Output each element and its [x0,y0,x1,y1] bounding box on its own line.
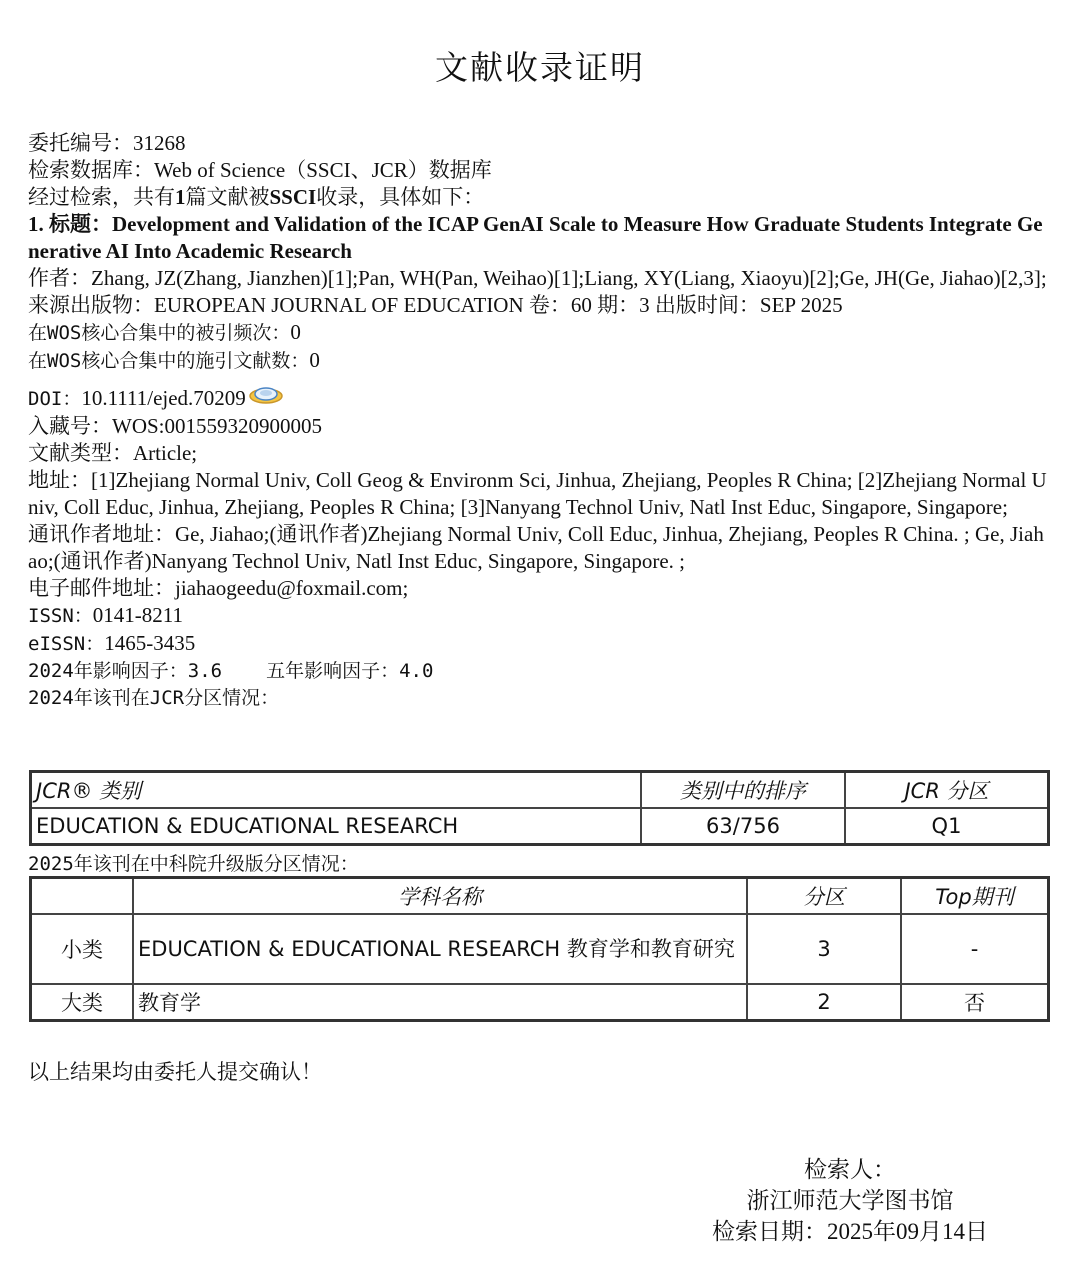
email-value: jiahaogeedu@foxmail.com; [175,576,409,600]
impact-factor-5yr-value: 4.0 [399,660,434,682]
doi-link-icon[interactable] [248,385,284,412]
signature-block [680,1154,1020,1247]
eissn-value: 1465-3435 [104,631,196,655]
accession-line [28,413,1052,440]
cited-refs-label: 在WOS核心合集中的施引文献数： [28,350,310,372]
address-line [28,467,1052,521]
jcr-header-row [31,772,1049,809]
issue-label: 期： [597,293,640,317]
document-title: 文献收录证明 [435,51,645,87]
pubdate-label: 出版时间： [654,293,760,317]
jcr-header-rank: 类别中的排序 [641,772,845,809]
jcr-table [29,770,1050,846]
accession-value: WOS:001559320900005 [112,414,322,438]
address-value: [1]Zhejiang Normal Univ, Coll Geog & Environm Sci, Jinhua, Zhejiang, Peoples R China; [2]Zhejiang Normal Univ, Coll Educ, Jinhua, Zhejiang, Peoples R China; [3]Nanyang Technol Univ, Natl Inst Educ, Singapore, Singapore; [28,468,1047,519]
cas-header-top: Top期刊 [901,878,1049,915]
table-row [31,984,1049,1020]
summary-index: SSCI [269,185,317,209]
issn-label: ISSN： [28,605,93,627]
cas-zone-cell: 2 [747,984,901,1020]
email-line [28,575,1052,602]
database-value: Web of Science（SSCI、JCR）数据库 [154,158,492,182]
database-label: 检索数据库： [28,158,154,182]
cited-refs-value: 0 [309,348,320,372]
issn-line [28,602,1052,630]
jcr-quartile-cell: Q1 [845,808,1049,845]
summary-count: 1 [175,185,186,209]
eissn-label: eISSN： [28,633,105,655]
table-row [31,914,1049,984]
cas-header-row [31,878,1049,915]
jcr-header-category: JCR® 类别 [31,772,642,809]
database-line [28,157,1052,184]
authors-value: Zhang, JZ(Zhang, Jianzhen)[1];Pan, WH(Pan, Weihao)[1];Liang, XY(Liang, Xiaoyu)[2];Ge, JH(Ge, Jiahao)[2,3]; [91,266,1047,290]
cas-header-zone: 分区 [747,878,901,915]
accession-label: 入藏号： [28,414,112,438]
cas-header-level [31,878,134,915]
search-date-label: 检索日期： [712,1219,827,1244]
cas-table [29,876,1050,1022]
times-cited-label: 在WOS核心合集中的被引频次： [28,322,291,344]
confirmation-note: 以上结果均由委托人提交确认！ [28,1060,322,1084]
email-label: 电子邮件地址： [28,576,175,600]
source-line [28,292,1052,319]
corr-address-label: 通讯作者地址： [28,522,175,546]
doctype-value: Article; [133,441,198,465]
cas-subject-cell: 教育学 [133,984,747,1020]
article-title: Development and Validation of the ICAP GenAI Scale to Measure How Graduate Students Integrate Generative AI Into Academic Research [28,212,1043,263]
entrust-number-line [28,130,1052,157]
authors-line [28,265,1052,292]
cas-level-cell: 小类 [31,914,134,984]
record-info [28,130,1052,712]
cas-zone-cell: 3 [747,914,901,984]
summary-line [28,184,1052,211]
cas-section-label: 2025年该刊在中科院升级版分区情况： [28,853,359,875]
cas-top-cell: - [901,914,1049,984]
authors-label: 作者： [28,266,91,290]
eissn-line [28,630,1052,658]
jcr-header-quartile: JCR 分区 [845,772,1049,809]
article-title-label: 1. 标题： [28,212,112,236]
cas-header-subject: 学科名称 [133,878,747,915]
institution-name: 浙江师范大学图书馆 [746,1188,954,1213]
times-cited-value: 0 [290,320,301,344]
impact-factor-label: 2024年影响因子： [28,660,188,682]
cas-subject-cell: EDUCATION & EDUCATIONAL RESEARCH 教育学和教育研究 [133,914,747,984]
source-value: EUROPEAN JOURNAL OF EDUCATION [154,293,524,317]
impact-factor-line [28,658,1052,685]
impact-factor-value: 3.6 [187,660,223,682]
volume-label: 卷： [528,293,571,317]
summary-mid: 篇文献被 [185,185,270,209]
impact-factor-5yr-label: 五年影响因子： [266,660,400,682]
cited-refs-line [28,347,1052,375]
doctype-line [28,440,1052,467]
doi-line [28,385,1052,413]
times-cited-line [28,319,1052,347]
source-label: 来源出版物： [28,293,154,317]
entrust-number: 31268 [133,131,186,155]
doctype-label: 文献类型： [28,441,133,465]
doi-label: DOI： [28,388,82,410]
cas-top-cell: 否 [901,984,1049,1020]
address-label: 地址： [28,468,91,492]
issue-value: 3 [639,293,650,317]
entrust-number-label: 委托编号： [28,131,133,155]
summary-pre: 经过检索，共有 [28,185,175,209]
search-date-value: 2025年09月14日 [827,1219,988,1244]
cas-level-cell: 大类 [31,984,134,1020]
searcher-label: 检索人： [804,1157,896,1182]
corr-address-line [28,521,1052,575]
article-title-line [28,211,1052,265]
summary-post: 收录，具体如下： [316,185,485,209]
doi-value[interactable]: 10.1111/ejed.70209 [81,386,246,410]
jcr-category-cell: EDUCATION & EDUCATIONAL RESEARCH [31,808,642,845]
search-date-line [680,1216,1020,1247]
corr-address-value: Ge, Jiahao;(通讯作者)Zhejiang Normal Univ, Coll Educ, Jinhua, Zhejiang, Peoples R China. ; Ge, Jiahao;(通讯作者)Nanyang Technol Univ, Natl Inst Educ, Singapore, Singapore. ; [28,522,1044,573]
volume-value: 60 [570,293,592,317]
jcr-rank-cell: 63/756 [641,808,845,845]
pubdate-value: SEP 2025 [759,293,843,317]
table-row [31,808,1049,845]
jcr-section-label: 2024年该刊在JCR分区情况： [28,687,280,709]
issn-value: 0141-8211 [92,603,183,627]
